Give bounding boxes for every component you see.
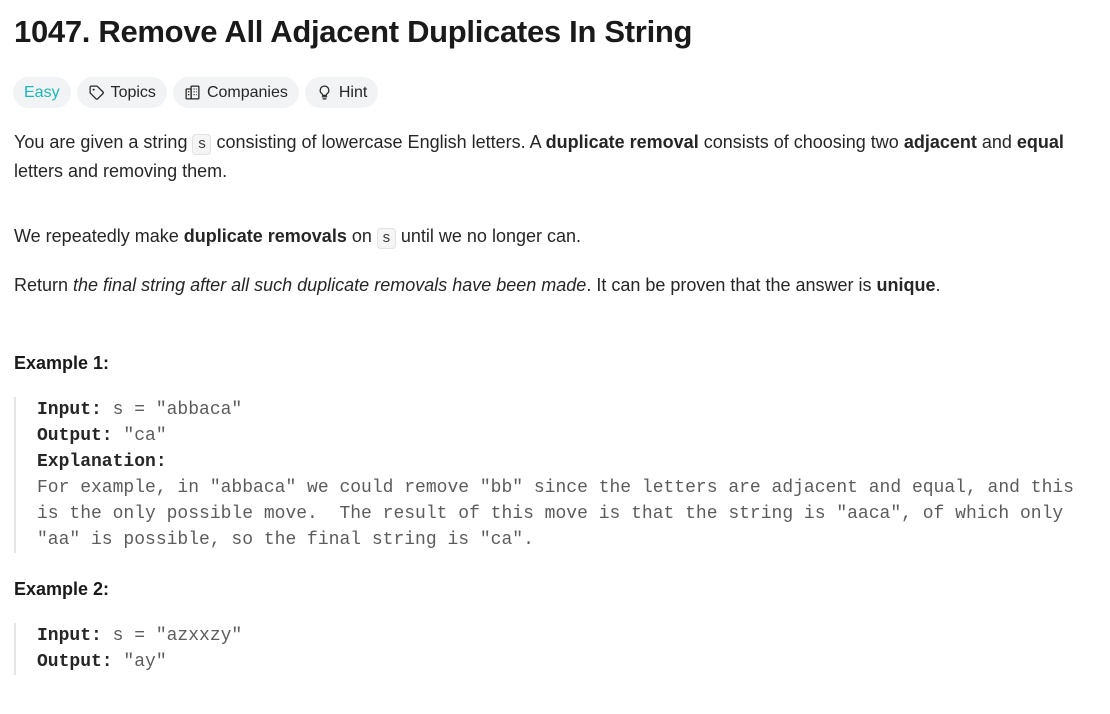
inline-code: s <box>192 134 211 155</box>
bold-text: equal <box>1016 132 1064 152</box>
companies-button[interactable] <box>173 77 299 108</box>
output-value: "ca" <box>112 426 167 446</box>
text: Return <box>14 275 74 295</box>
text: on <box>346 226 377 246</box>
input-value: s = "abbaca" <box>101 400 243 420</box>
input-value: s = "azxxzy" <box>101 626 243 646</box>
topics-button[interactable] <box>77 77 167 108</box>
topics-label: Topics <box>110 83 156 101</box>
lightbulb-icon <box>316 84 333 101</box>
text: until we no longer can. <box>395 226 582 246</box>
tag-icon <box>88 84 105 101</box>
hint-button[interactable] <box>305 77 378 108</box>
bold-text: duplicate removal <box>545 132 699 152</box>
output-value: "ay" <box>112 652 167 672</box>
explanation-label: Explanation: <box>37 452 167 472</box>
companies-label: Companies <box>206 83 288 101</box>
hint-label: Hint <box>338 83 368 101</box>
text: consists of choosing two <box>698 132 904 152</box>
bold-text: adjacent <box>903 132 977 152</box>
description-paragraph-1 <box>14 129 1099 185</box>
bold-text: duplicate removals <box>183 226 347 246</box>
description-paragraph-2 <box>14 223 581 252</box>
difficulty-badge <box>13 77 71 108</box>
italic-text: the final string after all such duplicate removals have been made <box>73 275 587 295</box>
example-2-block <box>14 623 1084 675</box>
building-icon <box>184 84 201 101</box>
text: You are given a string <box>14 132 193 152</box>
difficulty-label: Easy <box>24 83 60 101</box>
text: consisting of lowercase English letters. A <box>211 132 546 152</box>
inline-code: s <box>377 228 396 249</box>
text: We repeatedly make <box>14 226 184 246</box>
input-label: Input: <box>37 626 102 646</box>
explanation-text: "aa" is possible, so the final string is "ca". <box>37 530 534 550</box>
text: letters and removing them. <box>14 161 228 181</box>
problem-title: 1047. Remove All Adjacent Duplicates In String <box>14 14 693 49</box>
bold-text: unique <box>876 275 936 295</box>
description-paragraph-3 <box>14 272 941 299</box>
output-label: Output: <box>37 426 113 446</box>
text: . <box>935 275 941 295</box>
example-1-heading: Example 1: <box>14 353 110 373</box>
example-1-block <box>14 397 1084 553</box>
explanation-text: is the only possible move. The result of this move is that the string is "aaca", of which only <box>37 504 1064 524</box>
example-2-heading: Example 2: <box>14 579 110 599</box>
output-label: Output: <box>37 652 113 672</box>
explanation-text: For example, in "abbaca" we could remove "bb" since the letters are adjacent and equal, and this <box>37 478 1074 498</box>
text: and <box>976 132 1017 152</box>
problem-tags <box>13 77 378 108</box>
input-label: Input: <box>37 400 102 420</box>
text: . It can be proven that the answer is <box>586 275 877 295</box>
